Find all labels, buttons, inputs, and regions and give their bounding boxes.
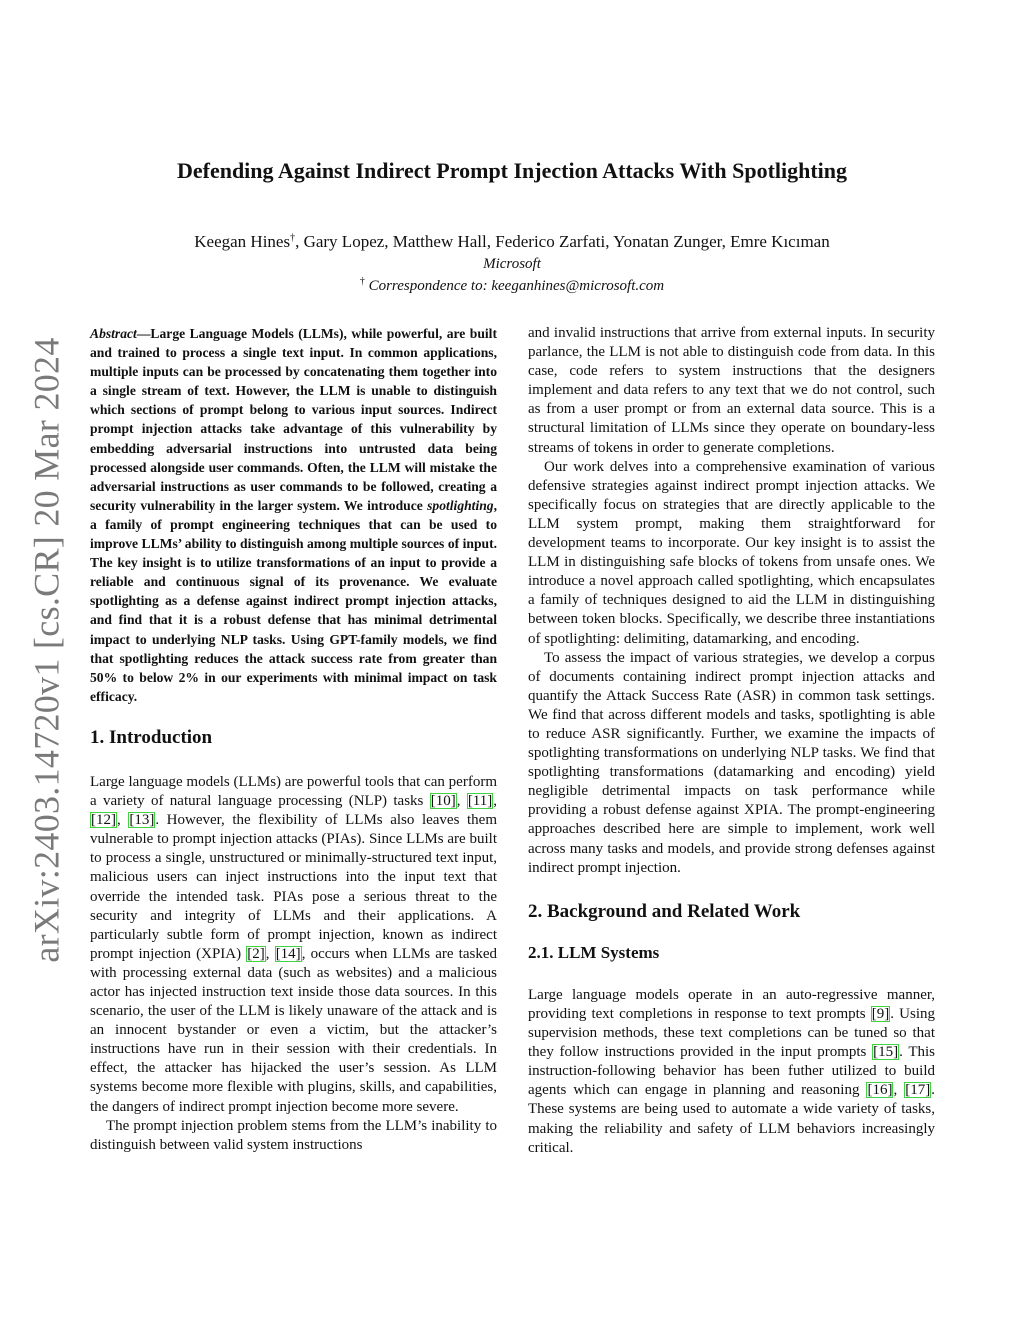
right-column bbox=[528, 324, 935, 1158]
correspondence bbox=[100, 276, 924, 295]
llm-systems-paragraph: Large language models operate in an auto-regressive manner, providing text completions in response to text prompts [9]. Using supervision methods, these text completions can be tuned so that they follow instructions provided in the input prompts [15]. This instruction-following behavior has been futher utilized to build agents which can engage in planning and reasoning [16], [17]. These systems are being used to automate a wide variety of tasks, making the reliability and safety of LLM behaviors increasingly critical. bbox=[528, 986, 935, 1156]
intro-paragraph-1: Large language models (LLMs) are powerful tools that can perform a variety of natural language processing (NLP) tasks [10], [11], [12], [13]. However, the flexibility of LLMs also leaves them vulnerable to prompt injection attacks (PIAs). Since LLMs are built to process a single, unstructured or minimally-structured text input, malicious users can inject instructions into the input text that override the intended task. PIAs pose a serious threat to the security and integrity of LLMs and their applications. A particularly subtle form of prompt injection, known as indirect prompt injection (XPIA) [2], [14], occurs when LLMs are tasked with processing external data (such as websites) and a malicious actor has injected instruction text inside those data sources. In this scenario, the user of the LLM is likely unaware of the attack and is an innocent bystander or even a victim, but the attacker’s instructions have run in their session with their credentials. In effect, the attacker has hijacked the user’s session. As LLM systems become more flexible with plugins, skills, and capabilities, the dangers of indirect prompt injection become more severe. bbox=[90, 773, 497, 1115]
abstract bbox=[90, 324, 497, 706]
citation-link[interactable]: [17] bbox=[905, 1082, 931, 1099]
citation-link[interactable]: [11] bbox=[467, 793, 493, 810]
right-paragraph-2: Our work delves into a comprehensive examination of various defensive strategies against indirect prompt injection attacks. We specifically focus on strategies that are directly applicable to the LLM system prompt, making them straightforward for development teams to incorporate. Our key insight is to assist the LLM in distinguishing safe blocks of tokens from unsafe ones. We introduce a novel approach called spotlighting, which encapsulates a family of techniques designed to aid the LLM in distinguishing between token blocks. Specifically, we describe three instantiations of spotlighting: delimiting, datamarking, and encoding. bbox=[528, 458, 935, 647]
section-heading-background: 2. Background and Related Work bbox=[528, 900, 801, 922]
intro-text-a: Large language models (LLMs) are powerful tools that can perform a variety of natural language processing (NLP) tasks bbox=[90, 773, 497, 810]
right-paragraph-1: and invalid instructions that arrive from external inputs. In security parlance, the LLM is not able to distinguish code from data. In this case, code refers to system instructions that the designers implement and data refers to any text that we do not control, such as from a user prompt or from an external data source. This is a structural limitation of LLMs since they operate on boundary-less streams of tokens in order to generate completions. bbox=[528, 325, 935, 456]
intro-text-b: . However, the flexibility of LLMs also leaves them vulnerable to prompt injection attacks (PIAs). Since LLMs are built to process a single, unstructured or minimally-structured text input, malicious users can inject instructions into the input text that override the intended task. PIAs pose a serious threat to the security and integrity of LLMs and their applications. A particularly subtle form of prompt injection, known as indirect prompt injection (XPIA) bbox=[90, 812, 497, 962]
correspondence-text: Correspondence to: keeganhines@microsoft.com bbox=[368, 278, 665, 294]
citation-link[interactable]: [10] bbox=[430, 793, 456, 810]
abstract-text-b: , a family of prompt engineering techniques that can be used to improve LLMs’ ability to distinguish among multiple sources of input. The key insight is to utilize transformations of an input to provide a reliable and continuous signal of its provenance. We evaluate spotlighting as a defense against indirect prompt injection attacks, and find that it is a robust defense that has minimal detrimental impact to underlying NLP tasks. Using GPT-family models, we find that spotlighting reduces the attack success rate from greater than 50% to below 2% in our experiments with minimal impact on task efficacy. bbox=[90, 497, 497, 704]
abstract-text-a: —Large Language Models (LLMs), while powerful, are built and trained to process a single text input. In common applications, multiple inputs can be processed by concatenating them together into a single stream of text. However, the LLM is unable to distinguish which sections of prompt belong to various input sources. Indirect prompt injection attacks take advantage of this vulnerability by embedding adversarial instructions into untrusted data being processed alongside user commands. Often, the LLM will mistake the adversarial instructions as user commands to be followed, creating a security vulnerability in the larger system. We introduce bbox=[90, 326, 497, 513]
citation-link[interactable]: [13] bbox=[129, 812, 155, 829]
author-first: Keegan Hines bbox=[194, 232, 291, 251]
citation-link[interactable]: [9] bbox=[871, 1006, 890, 1022]
section-heading-introduction: 1. Introduction bbox=[90, 726, 213, 748]
arxiv-sidebar-stamp bbox=[22, 337, 72, 963]
affiliation: Microsoft bbox=[483, 256, 541, 272]
paper-title: Defending Against Indirect Prompt Injection Attacks With Spotlighting bbox=[176, 158, 848, 183]
author-rest: , Gary Lopez, Matthew Hall, Federico Zarfati, Yonatan Zunger, Emre Kıcıman bbox=[295, 232, 830, 251]
citation-link[interactable]: [12] bbox=[91, 812, 116, 829]
abstract-label: Abstract bbox=[90, 326, 137, 341]
arxiv-id: arXiv:2403.14720v1 [cs.CR] 20 Mar 2024 bbox=[27, 337, 67, 963]
citation-link[interactable]: [14] bbox=[275, 945, 301, 962]
citation-link[interactable]: [15] bbox=[873, 1044, 899, 1061]
citation-link[interactable]: [2] bbox=[247, 945, 265, 962]
right-paragraph-3: To assess the impact of various strategies, we develop a corpus of documents containing indirect prompt injection attacks and quantify the Attack Success Rate (ASR) in common task settings. We find that across different models and tasks, spotlighting is able to reduce ASR significantly. Further, we examine the impacts of spotlighting transformations on underlying NLP tasks. We find that spotlighting transformations (datamarking and encoding) yield negligible detrimental impacts on task performance while providing a robust defense against XPIA. The prompt-engineering approaches described here are simple to implement, work well across many tasks and models, and provide strong defenses against indirect prompt injection. bbox=[528, 649, 935, 876]
dagger-mark: † bbox=[290, 232, 296, 244]
author-list bbox=[100, 232, 924, 252]
subsection-heading-llm-systems: 2.1. LLM Systems bbox=[528, 942, 660, 962]
intro-text-c: , occurs when LLMs are tasked with processing external data (such as websites) and a malicious actor has injected instruction text inside those data sources. In this scenario, the user of the LLM is likely unaware of the attack and is an innocent bystander or even a victim, but the attacker’s instructions have run in their session with their credentials. In effect, the attacker has hijacked the user’s session. As LLM systems become more flexible with plugins, skills, and capabilities, the dangers of indirect prompt injection become more severe. bbox=[90, 945, 497, 1115]
abstract-em: spotlighting bbox=[427, 497, 494, 513]
citation-link[interactable]: [16] bbox=[867, 1082, 893, 1099]
dagger-mark-2: † bbox=[359, 276, 365, 287]
left-column bbox=[90, 324, 497, 1155]
intro-paragraph-2: The prompt injection problem stems from the LLM’s inability to distinguish between valid system instructions bbox=[90, 1117, 497, 1153]
